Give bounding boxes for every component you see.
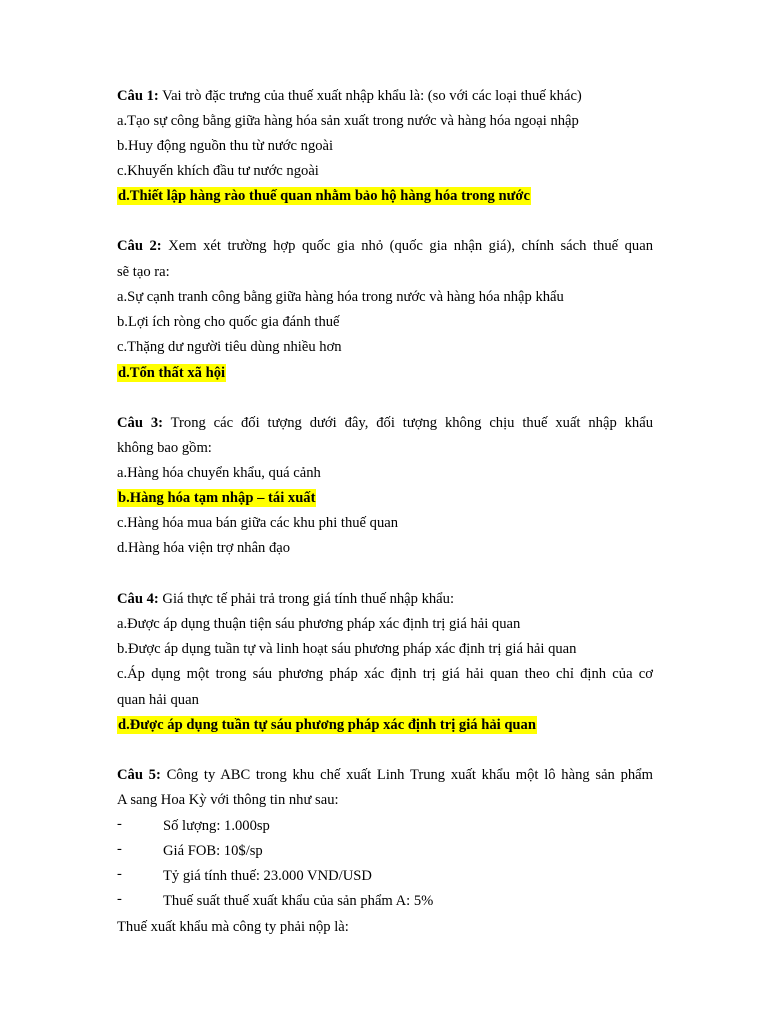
question-2-option-a: a.Sự cạnh tranh công bằng giữa hàng hóa trong nước và hàng hóa nhập khẩu xyxy=(117,289,564,305)
question-3-option-d: d.Hàng hóa viện trợ nhân đạo xyxy=(117,540,291,556)
question-3-option-c: c.Hàng hóa mua bán giữa các khu phi thuế quan xyxy=(117,515,399,531)
question-3-option-a: a.Hàng hóa chuyển khẩu, quá cảnh xyxy=(117,465,321,481)
question-1-option-c: c.Khuyến khích đầu tư nước ngoài xyxy=(117,163,319,179)
question-4-option-b: b.Được áp dụng tuần tự và linh hoạt sáu phương pháp xác định trị giá hải quan xyxy=(117,641,577,657)
question-1-label: Câu 1: xyxy=(117,88,159,104)
question-5-info-tax-rate: Thuế suất thuế xuất khẩu của sản phẩm A: 5% xyxy=(163,893,434,909)
question-2-option-b: b.Lợi ích ròng cho quốc gia đánh thuế xyxy=(117,314,340,330)
question-2-option-d-answer: d.Tổn thất xã hội xyxy=(118,365,226,381)
question-2-stem: Câu 2: Xem xét trường hợp quốc gia nhỏ (quốc gia nhận giá), chính sách thuế quan xyxy=(117,238,653,254)
question-2-label: Câu 2: xyxy=(117,238,162,254)
question-5-info-exchange-rate: Tỷ giá tính thuế: 23.000 VND/USD xyxy=(163,868,372,884)
question-3-option-b-answer: b.Hàng hóa tạm nhập – tái xuất xyxy=(118,490,316,506)
question-2-stem-cont: sẽ tạo ra: xyxy=(117,264,170,280)
question-4-option-d-answer: d.Được áp dụng tuần tự sáu phương pháp xác định trị giá hải quan xyxy=(118,717,536,733)
question-5-info-quantity: Số lượng: 1.000sp xyxy=(163,818,270,834)
question-5-stem: Câu 5: Công ty ABC trong khu chế xuất Linh Trung xuất khẩu một lô hàng sản phẩm xyxy=(117,767,653,783)
question-5-label: Câu 5: xyxy=(117,767,161,783)
question-1-stem: Câu 1: Vai trò đặc trưng của thuế xuất nhập khẩu là: (so với các loại thuế khác) xyxy=(117,88,582,104)
question-1-option-b: b.Huy động nguồn thu từ nước ngoài xyxy=(117,138,334,154)
question-4-option-a: a.Được áp dụng thuận tiện sáu phương pháp xác định trị giá hải quan xyxy=(117,616,521,632)
question-4-option-c-cont: quan hải quan xyxy=(117,692,199,708)
question-4-option-c: c.Áp dụng một trong sáu phương pháp xác định trị giá hải quan theo chỉ định của cơ xyxy=(117,666,653,682)
question-3-stem: Câu 3: Trong các đối tượng dưới đây, đối tượng không chịu thuế xuất nhập khẩu xyxy=(117,415,654,431)
question-2-option-c: c.Thặng dư người tiêu dùng nhiều hơn xyxy=(117,339,342,355)
bullet-dash: - xyxy=(117,816,122,832)
question-5-closing: Thuế xuất khẩu mà công ty phải nộp là: xyxy=(117,919,349,935)
question-3-stem-cont: không bao gồm: xyxy=(117,440,212,456)
bullet-dash: - xyxy=(117,841,122,857)
bullet-dash: - xyxy=(117,891,122,907)
question-5-stem-cont: A sang Hoa Kỳ với thông tin như sau: xyxy=(117,792,339,808)
question-1-option-d-answer: d.Thiết lập hàng rào thuế quan nhằm bảo hộ hàng hóa trong nước xyxy=(118,188,530,204)
question-4-label: Câu 4: xyxy=(117,591,159,607)
question-5-info-fob-price: Giá FOB: 10$/sp xyxy=(163,843,263,859)
question-1-option-a: a.Tạo sự công bằng giữa hàng hóa sản xuất trong nước và hàng hóa ngoại nhập xyxy=(117,113,579,129)
question-4-stem: Câu 4: Giá thực tế phải trả trong giá tính thuế nhập khẩu: xyxy=(117,591,455,607)
bullet-dash: - xyxy=(117,866,122,882)
question-3-label: Câu 3: xyxy=(117,415,164,431)
